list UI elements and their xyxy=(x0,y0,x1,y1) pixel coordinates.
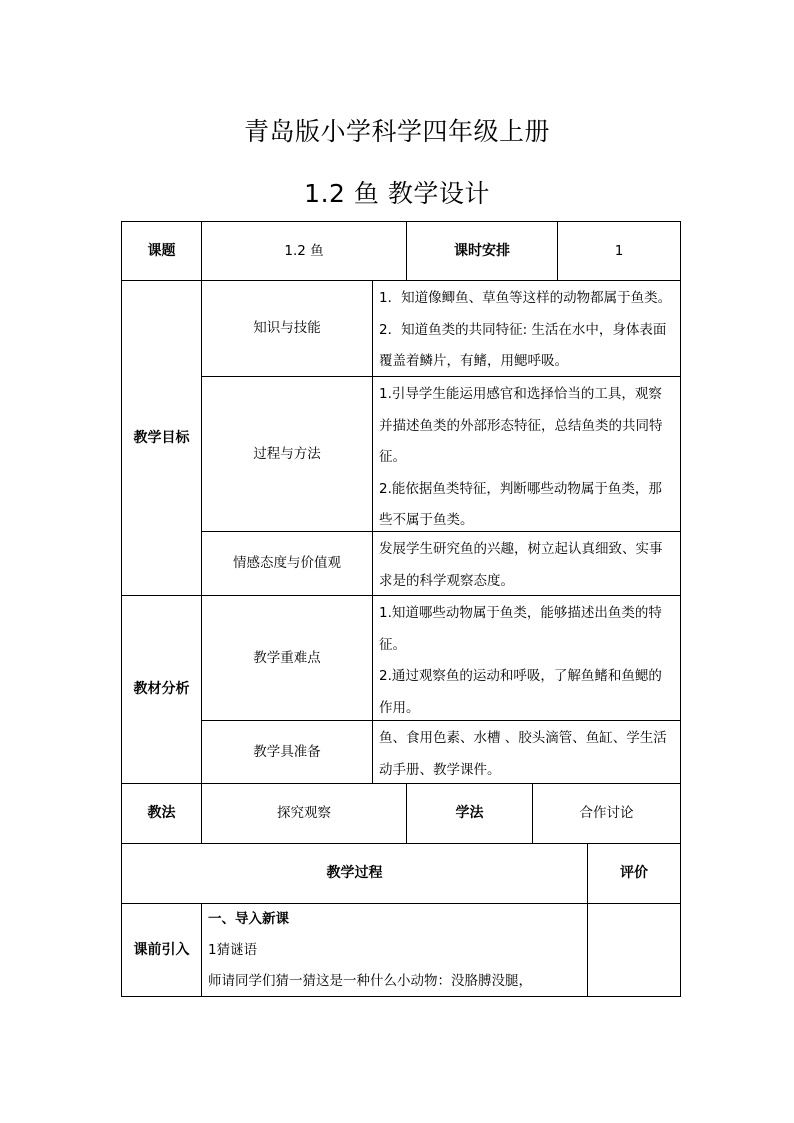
emotion-label: 情感态度与价值观 xyxy=(233,555,341,571)
learn-method-label-cell xyxy=(406,783,533,844)
teach-method-label-cell xyxy=(121,783,202,844)
keypoints-label: 教学重难点 xyxy=(253,649,321,666)
process-method-line: 2.能依据鱼类特征，判断哪些动物属于鱼类，那 xyxy=(379,480,662,497)
process-header-label: 教学过程 xyxy=(326,865,383,881)
knowledge-content xyxy=(372,280,681,377)
emotion-line: 发展学生研究鱼的兴趣，树立起认真细致、实事 xyxy=(379,541,663,557)
process-method-label-cell xyxy=(201,376,373,532)
process-method-label: 过程与方法 xyxy=(253,445,321,462)
intro-label: 课前引入 xyxy=(133,941,190,958)
keypoints-line: 2.通过观察鱼的运动和呼吸，了解鱼鳍和鱼鳃的 xyxy=(379,668,662,684)
knowledge-label: 知识与技能 xyxy=(253,320,321,336)
document-title: 青岛版小学科学四年级上册 xyxy=(243,117,550,146)
materials-label: 教材分析 xyxy=(133,681,190,697)
schedule-label: 课时安排 xyxy=(454,242,510,259)
topic-label-cell xyxy=(121,221,202,281)
process-method-line: 些不属于鱼类。 xyxy=(379,512,474,528)
teach-method-value: 探究观察 xyxy=(277,805,331,821)
topic-value: 1.2 鱼 xyxy=(284,242,324,259)
intro-heading: 一、导入新课 xyxy=(208,911,289,927)
process-header-cell xyxy=(121,843,588,904)
schedule-value: 1 xyxy=(614,242,624,259)
schedule-label-cell xyxy=(406,221,558,281)
keypoints-label-cell xyxy=(201,595,373,721)
teach-method-value-cell xyxy=(201,783,407,844)
learn-method-label: 学法 xyxy=(455,805,484,821)
knowledge-line: 2．知道鱼类的共同特征: 生活在水中，身体表面 xyxy=(379,321,667,338)
knowledge-label-cell xyxy=(201,280,373,377)
intro-line: 1猜谜语 xyxy=(208,942,258,958)
prep-label-cell xyxy=(201,720,373,784)
process-method-line: 1.引导学生能运用感官和选择恰当的工具，观察 xyxy=(379,386,662,402)
eval-header-cell xyxy=(587,843,681,904)
knowledge-line: 覆盖着鳞片，有鳍，用鳃呼吸。 xyxy=(379,353,568,369)
prep-line: 鱼、食用色素、水槽 、胶头滴管、鱼缸、学生活 xyxy=(379,730,667,746)
keypoints-line: 1.知道哪些动物属于鱼类，能够描述出鱼类的特 xyxy=(379,605,662,621)
keypoints-line: 作用。 xyxy=(379,699,420,716)
prep-label: 教学具准备 xyxy=(253,743,321,760)
emotion-line: 求是的科学观察态度。 xyxy=(379,572,514,589)
materials-label-cell xyxy=(121,595,202,784)
prep-content xyxy=(372,720,681,784)
keypoints-content xyxy=(372,595,681,721)
keypoints-line: 征。 xyxy=(379,636,406,653)
intro-line: 师请同学们猜一猜这是一种什么小动物：没胳膊没腿， xyxy=(208,973,532,989)
goals-label: 教学目标 xyxy=(133,429,190,446)
prep-line: 动手册、教学课件。 xyxy=(379,761,501,778)
process-method-line: 并描述鱼类的外部形态特征，总结鱼类的共同特 xyxy=(379,417,663,434)
goals-label-cell xyxy=(121,280,202,596)
intro-eval-cell xyxy=(587,903,681,997)
eval-header-label: 评价 xyxy=(620,865,648,881)
schedule-value-cell xyxy=(557,221,681,281)
intro-content xyxy=(201,903,588,997)
learn-method-value: 合作讨论 xyxy=(579,805,634,821)
topic-value-cell xyxy=(201,221,407,281)
process-method-line: 征。 xyxy=(379,449,406,465)
emotion-label-cell xyxy=(201,531,373,596)
process-method-content xyxy=(372,376,681,532)
teach-method-label: 教法 xyxy=(147,805,176,821)
lesson-title: 1.2 鱼 教学设计 xyxy=(304,179,490,208)
emotion-content xyxy=(372,531,681,596)
topic-label: 课题 xyxy=(147,242,176,259)
learn-method-value-cell xyxy=(532,783,681,844)
knowledge-line: 1．知道像鲫鱼、草鱼等这样的动物都属于鱼类。 xyxy=(379,290,672,306)
intro-label-cell xyxy=(121,903,202,997)
